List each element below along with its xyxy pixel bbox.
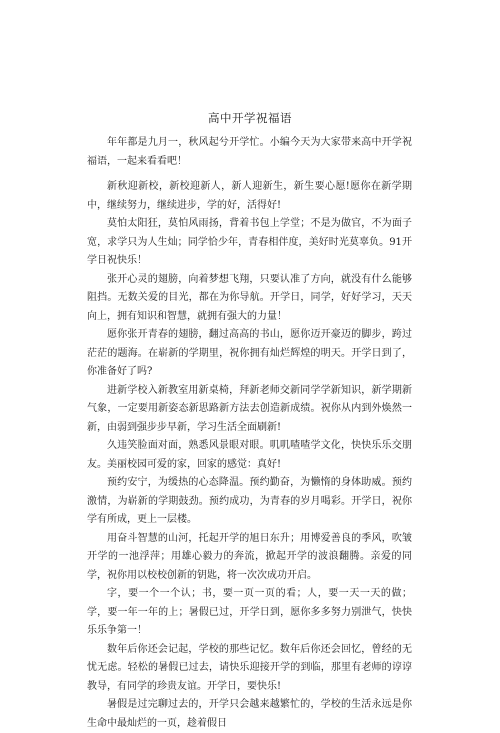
paragraph: 愿你张开青春的翅膀，翻过高高的书山，愿你迈开豪迈的脚步，跨过茫茫的题海。在崭新的学期里，祝你拥有灿烂辉煌的明天。开学日到了，你准备好了吗? — [87, 329, 412, 377]
document-body — [87, 134, 412, 733]
paragraph: 莫怕太阳狂，莫怕风雨扬，背着书包上学堂；不是为做官，不为面子宽，求学只为人生灿；同学恰少年，青春相伴度，美好时光莫辜负。91开学日祝快乐！ — [87, 218, 412, 266]
paragraph: 预约安宁，为缓热的心态降温。预约勤奋，为懒惰的身体助威。预约激情，为崭新的学期鼓劲。预约成功，为青春的岁月喝彩。开学日，祝你学有所成，更上一层楼。 — [87, 477, 412, 525]
paragraph: 字，要一个一个认；书，要一页一页的看；人，要一天一天的做；学，要一年一年的上；暑假已过，开学日到，愿你多多努力别泄气，快快乐乐争第一！ — [87, 588, 412, 636]
document-title: 高中开学祝福语 — [208, 111, 292, 125]
paragraph: 用奋斗智慧的山河，托起开学的旭日东升；用博爱善良的季风，吹皱开学的一池浮萍；用雄心毅力的奔流，掀起开学的波浪翻腾。亲爱的同学，祝你用以校校创新的钥匙，将一次次成功开启。 — [87, 532, 412, 581]
paragraph: 久违笑脸面对面，熟悉风景眼对眼。叽叽喳喳学文化，快快乐乐交朋友。美丽校园可爱的家，回家的感觉：真好! — [87, 440, 412, 470]
paragraph-cutoff: 暑假是过完聊过去的，开学只会越来越繁忙的，学校的生活永远是你生命中最灿烂的一页，趁着假日 — [87, 699, 412, 729]
paragraph-intro: 年年都是九月一，秋风起兮开学忙。小编今天为大家带来高中开学祝福语，一起来看看吧！ — [87, 137, 412, 167]
paragraph: 数年后你还会记起，学校的那些记忆。数年后你还会回忆，曾经的无忧无虑。轻松的暑假已过去，请快乐迎接开学的到临，那里有老师的谆谆教导，有同学的珍贵友谊。开学日，要快乐! — [87, 643, 412, 692]
paragraph: 张开心灵的翅膀，向着梦想飞翔，只要认准了方向，就没有什么能够阻挡。无数关爱的目光，都在为你导航。开学日，同学，好好学习，天天向上，拥有知识和智慧，就拥有强大的力量！ — [87, 273, 412, 322]
paragraph: 新秋迎新校，新校迎新人，新人迎新生，新生要心愿!愿你在新学期中，继续努力，继续进步，学的好，活得好! — [87, 181, 412, 211]
paragraph: 进新学校入新教室用新桌椅，拜新老师交新同学学新知识，新学期新气象，一定要用新姿态新思路新方法去创造新成绩。祝你从内到外焕然一新，由弱到强步步早新，学习生活全面刷新! — [87, 384, 412, 433]
